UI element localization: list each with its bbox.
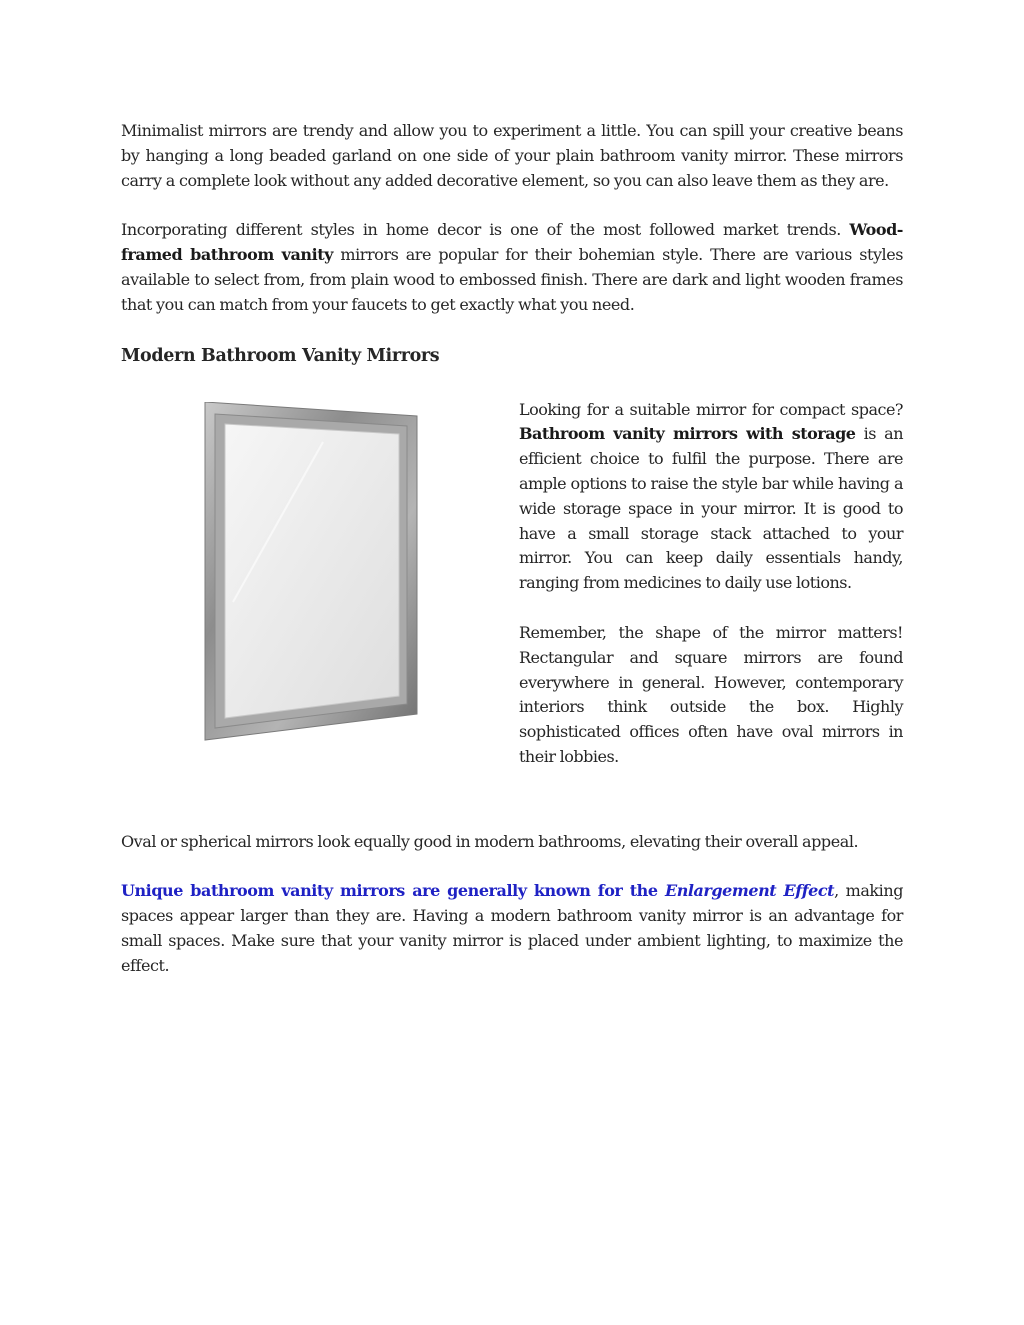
paragraph-compact-space-text-2: is an efficient choice to fulfil the purpose. There are ample options to raise the style bar while having a wide storage space in your mirror. It is good to have a small storage stack attached to your mirror. You can keep daily essentials handy, ranging from medicines to daily use lotions. (519, 424, 903, 593)
paragraph-wood-framed-text-2: mirrors are popular for their bohemian style. There are various styles available to select from, from plain wood to embossed finish. There are dark and light wooden frames that you can match from your faucets to get exactly what you need. (121, 245, 904, 314)
wood-framed-vanity-bold: Wood-framed bathroom vanity (121, 220, 903, 265)
vanity-storage-bold: Bathroom vanity mirrors with storage (519, 424, 856, 444)
paragraph-enlargement-text: , making spaces appear larger than they are. Having a modern bathroom vanity mirror is an advantage for small spaces. Make sure that your vanity mirror is placed under ambient lighting, to maximize the effect. (121, 881, 903, 975)
paragraph-enlargement-effect (121, 879, 903, 978)
paragraph-minimalist-mirrors: Minimalist mirrors are trendy and allow you to experiment a little. You can spill your creative beans by hanging a long beaded garland on one side of your plain bathroom vanity mirror. These mirrors carry a complete look without any added decorative element, so you can also leave them as they are. (121, 121, 903, 190)
mirror-section (121, 396, 903, 806)
enlargement-effect-italic: Enlargement Effect (664, 881, 835, 901)
paragraph-wood-framed (121, 218, 903, 317)
paragraph-compact-space (519, 398, 903, 596)
document-page (121, 119, 903, 979)
paragraph-oval-mirrors: Oval or spherical mirrors look equally good in modern bathrooms, elevating their overall appeal. (121, 831, 859, 851)
unique-vanity-mirrors-text: Unique bathroom vanity mirrors are generally known for the (121, 881, 665, 901)
paragraph-mirror-shape: Remember, the shape of the mirror matters! Rectangular and square mirrors are found everywhere in general. However, contemporary interiors think outside the box. Highly sophisticated offices often have oval mirrors in their lobbies. (519, 622, 903, 766)
paragraph-wood-framed-text-1: Incorporating different styles in home decor is one of the most followed market trends. (121, 220, 850, 240)
mirror-description (519, 396, 903, 806)
rectangular-mirror-illustration (203, 402, 423, 744)
paragraph-compact-space-text-1: Looking for a suitable mirror for compact space? (519, 399, 903, 419)
mirror-figure (121, 396, 511, 806)
section-heading: Modern Bathroom Vanity Mirrors (121, 345, 440, 366)
unique-vanity-mirrors-link[interactable] (121, 881, 834, 900)
